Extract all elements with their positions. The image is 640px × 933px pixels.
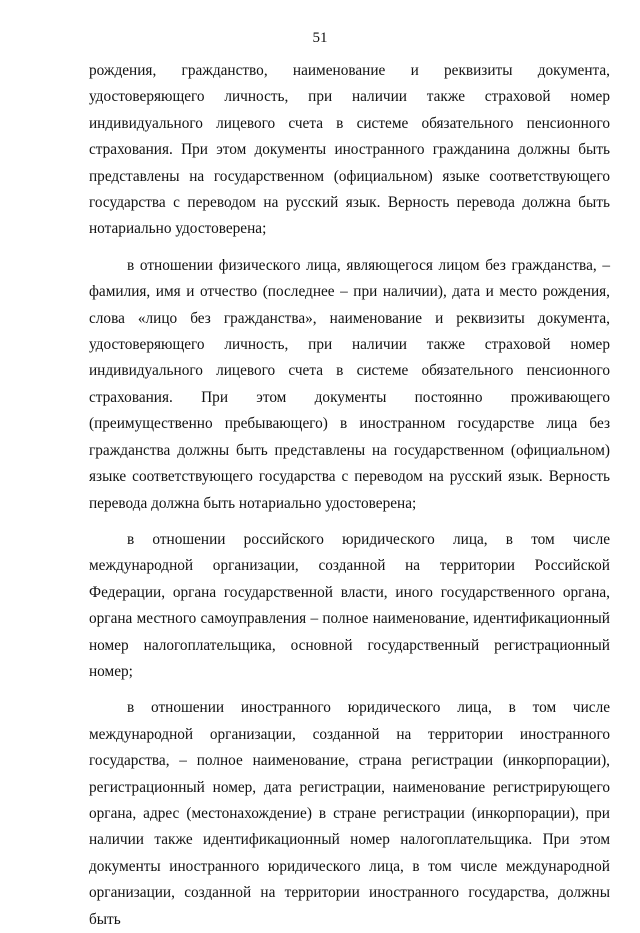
paragraph-gap [89, 243, 610, 253]
paragraph-russian-legal-entity: в отношении российского юридического лица, в том числе международной организации, созданной на территории Российской Федерации, органа государственной власти, иного государственного органа, органа местного самоуправления – полное наименование, идентификационный номер налогоплательщика, основной государственный регистрационный номер; [89, 530, 610, 680]
document-body [89, 58, 610, 933]
paragraph-stateless-person: в отношении физического лица, являющегося лицом без гражданства, – фамилия, имя и отчество (последнее – при наличии), дата и место рождения, слова «лицо без гражданства», наименование и реквизиты документа, удостоверяющего личность, при наличии также страховой номер индивидуального лицевого счета в системе обязательного пенсионного страхования. При этом документы постоянно проживающего (преимущественно пребывающего) в иностранном государстве лица без гражданства должны быть представлены на государственном (официальном) языке соответствующего государства с переводом на русский язык. Верность перевода должна быть нотариально удостоверена; [89, 256, 610, 512]
paragraph-gap [89, 685, 610, 695]
page-number: 51 [312, 30, 328, 46]
paragraph-foreign-legal-entity: в отношении иностранного юридического лица, в том числе международной организации, созданной на территории иностранного государства, – полное наименование, страна регистрации (инкорпорации), регистрационный номер, дата регистрации, наименование регистрирующего органа, адрес (местонахождение) в стране регистрации (инкорпорации), при наличии также идентификационный номер налогоплательщика. При этом документы иностранного юридического лица, в том числе международной организации, созданной на территории иностранного государства, должны быть [89, 699, 610, 928]
paragraph-gap [89, 517, 610, 527]
paragraph-continuation: рождения, гражданство, наименование и реквизиты документа, удостоверяющего личность, при наличии также страховой номер индивидуального лицевого счета в системе обязательного пенсионного страхования. При этом документы иностранного гражданина должны быть представлены на государственном (официальном) языке соответствующего государства с переводом на русский язык. Верность перевода должна быть нотариально удостоверена; [89, 62, 610, 238]
